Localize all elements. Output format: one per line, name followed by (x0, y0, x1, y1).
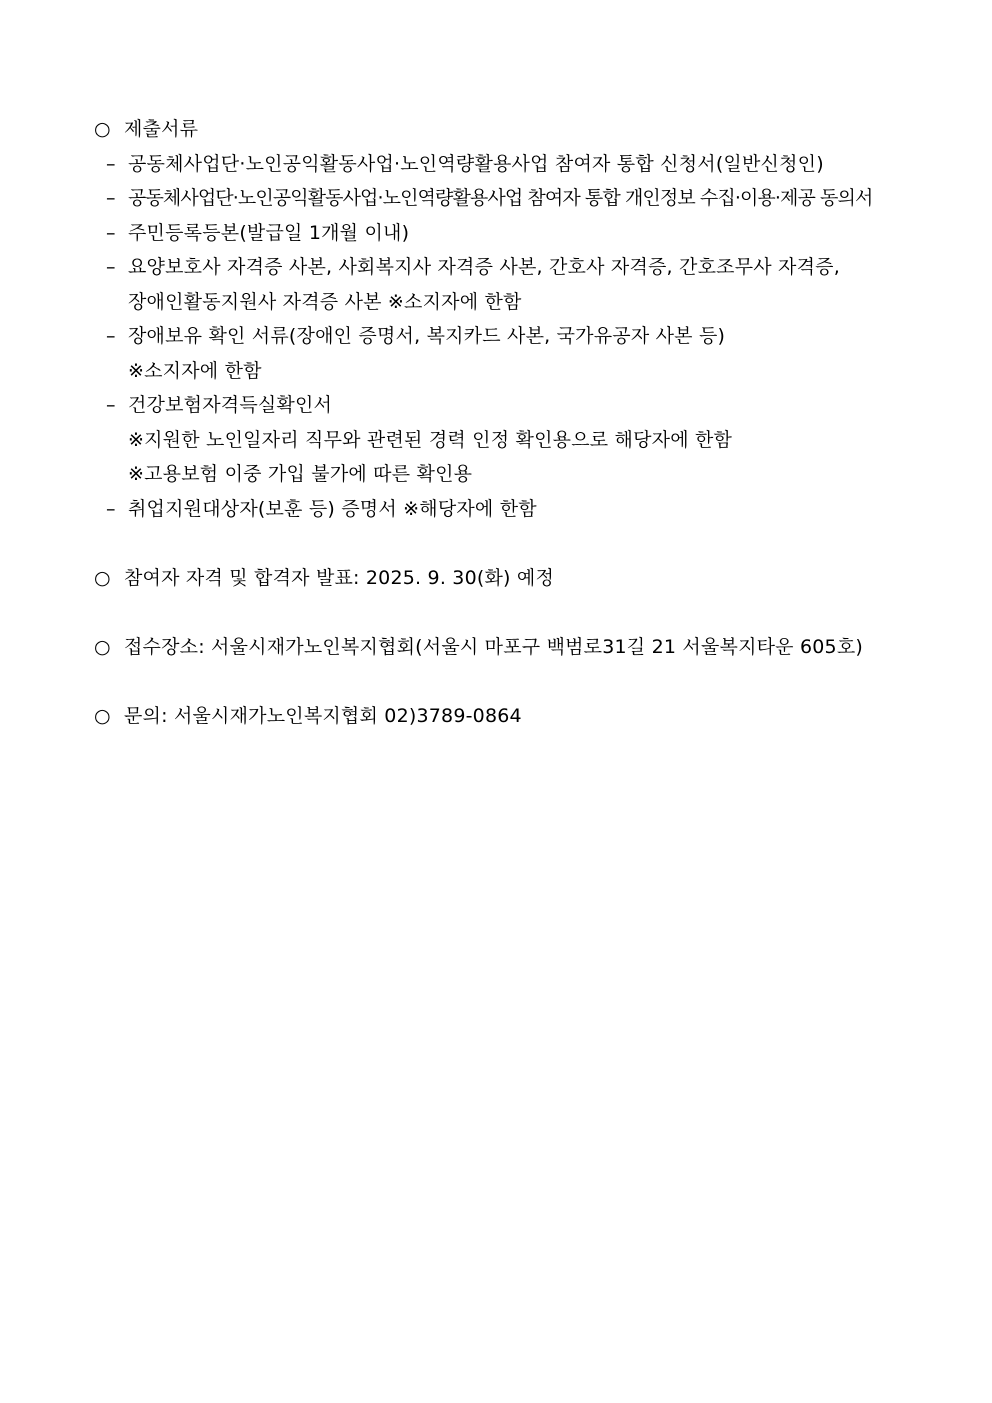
circle-bullet-icon: ○ (94, 566, 111, 589)
list-item-continuation (94, 423, 904, 458)
section-heading-announcement (94, 561, 904, 596)
list-item (94, 319, 904, 354)
circle-bullet-icon: ○ (94, 118, 111, 140)
dash-bullet-icon: – (106, 221, 116, 244)
continuation-text: ※지원한 노인일자리 직무와 관련된 경력 인정 확인용으로 해당자에 한함 (128, 428, 733, 451)
list-item (94, 388, 904, 423)
heading-text: 문의: 서울시재가노인복지협회 02)3789-0864 (124, 704, 522, 727)
list-item-text: 장애보유 확인 서류(장애인 증명서, 복지카드 사본, 국가유공자 사본 등) (128, 325, 726, 347)
list-item-text: 요양보호사 자격증 사본, 사회복지사 자격증 사본, 간호사 자격증, 간호조무사 자격증, (128, 256, 840, 278)
list-item-text: 취업지원대상자(보훈 등) 증명서 ※해당자에 한함 (128, 497, 537, 520)
list-item (94, 216, 904, 251)
list-item-text: 건강보험자격득실확인서 (128, 394, 333, 416)
dash-bullet-icon: – (106, 187, 116, 209)
list-item-text: 공동체사업단·노인공익활동사업·노인역량활용사업 참여자 통합 개인정보 수집·이용·제공 동의서 (128, 187, 873, 209)
continuation-text: 장애인활동지원사 자격증 사본 ※소지자에 한함 (128, 290, 522, 313)
list-item (94, 181, 904, 216)
list-item (94, 492, 904, 527)
list-item-continuation (94, 354, 904, 389)
section-heading-documents (94, 112, 904, 147)
heading-text: 접수장소: 서울시재가노인복지협회(서울시 마포구 백범로31길 21 서울복지타운 605호) (124, 635, 864, 658)
heading-text: 제출서류 (124, 118, 199, 140)
list-item (94, 250, 904, 285)
continuation-text: ※소지자에 한함 (128, 359, 262, 382)
section-heading-inquiry (94, 699, 904, 734)
dash-bullet-icon: – (106, 325, 116, 347)
list-item-continuation (94, 457, 904, 492)
section-heading-reception (94, 630, 904, 665)
dash-bullet-icon: – (106, 152, 116, 175)
list-item-text: 공동체사업단·노인공익활동사업·노인역량활용사업 참여자 통합 신청서(일반신청인) (128, 152, 824, 175)
heading-text: 참여자 자격 및 합격자 발표: 2025. 9. 30(화) 예정 (124, 566, 554, 589)
dash-bullet-icon: – (106, 497, 116, 520)
dash-bullet-icon: – (106, 256, 116, 278)
continuation-text: ※고용보험 이중 가입 불가에 따른 확인용 (128, 463, 473, 485)
list-item (94, 147, 904, 182)
circle-bullet-icon: ○ (94, 635, 111, 658)
list-item-continuation (94, 285, 904, 320)
dash-bullet-icon: – (106, 394, 116, 416)
document-content (94, 112, 904, 733)
list-item-text: 주민등록등본(발급일 1개월 이내) (128, 221, 410, 244)
circle-bullet-icon: ○ (94, 704, 111, 727)
